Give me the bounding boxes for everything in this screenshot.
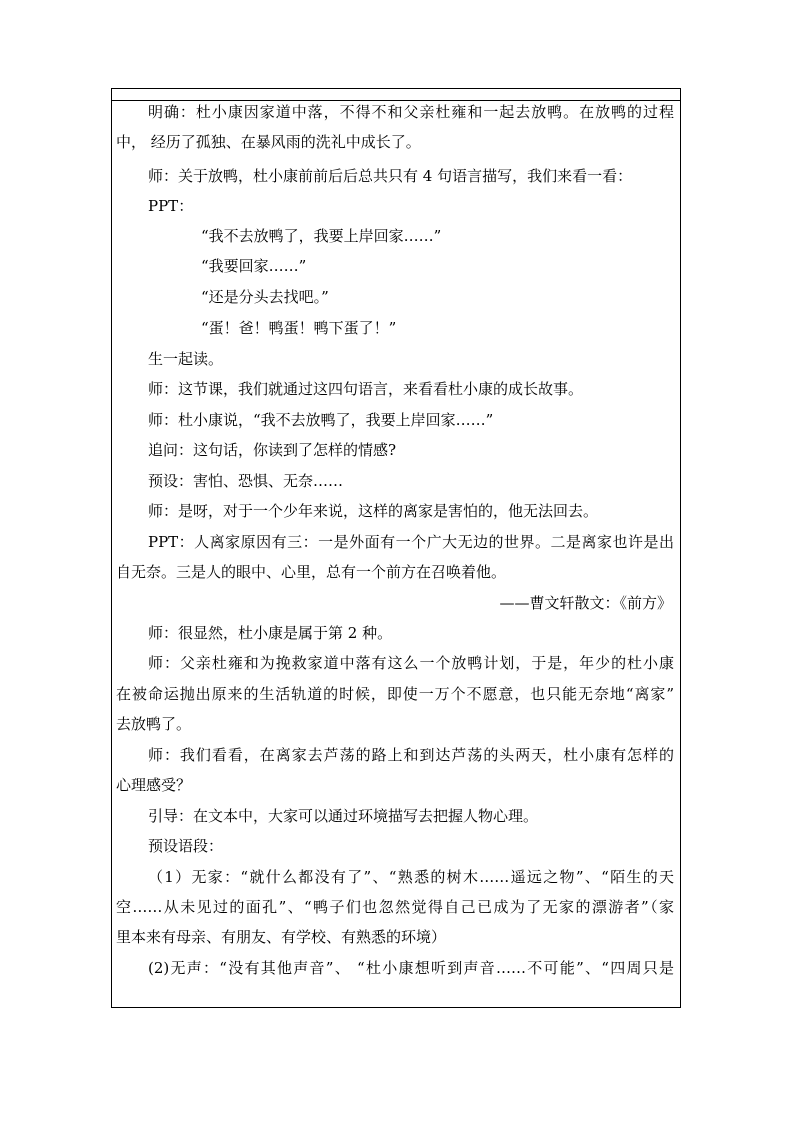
text-line: “蛋！爸！鸭蛋！鸭下蛋了！” — [201, 319, 397, 337]
text-line: 追问：这句话，你读到了怎样的情感? — [148, 441, 397, 459]
text-line: 中， 经历了孤独、在暴风雨的洗礼中成长了。 — [116, 133, 421, 151]
text-line: 师：我们看看，在离家去芦荡的路上和到达芦荡的头两天，杜小康有怎样的 — [148, 746, 674, 764]
text-line: 师：父亲杜雍和为挽救家道中落有这么一个放鸭计划，于是，年少的杜小康 — [148, 654, 674, 672]
text-line: 去放鸭了。 — [116, 715, 192, 733]
text-line: PPT： — [148, 197, 194, 215]
text-line: 师：这节课，我们就通过这四句语言，来看看杜小康的成长故事。 — [148, 380, 584, 398]
text-line: “我要回家……” — [201, 257, 307, 275]
text-line: 心理感受？ — [116, 776, 192, 794]
text-line: “还是分头去找吧。” — [201, 288, 329, 306]
text-line: 在被命运抛出原来的生活轨道的时候，即使一万个不愿意，也只能无奈地“离家” — [116, 685, 674, 703]
text-line: 师：很显然，杜小康是属于第 2 种。 — [148, 624, 393, 642]
text-line: 明确：杜小康因家道中落，不得不和父亲杜雍和一起去放鸭。在放鸭的过程 — [148, 103, 674, 121]
text-line: 生一起读。 — [148, 350, 224, 368]
text-line: 师：杜小康说，“我不去放鸭了，我要上岸回家……” — [148, 411, 494, 429]
text-line: 预设：害怕、恐惧、无奈…… — [148, 472, 344, 490]
text-line: (2)无声：“没有其他声音”、 “杜小康想听到声音……不可能”、“四周只是 — [148, 959, 674, 977]
document-frame — [111, 88, 681, 1008]
text-line: PPT：人离家原因有三：一是外面有一个广大无边的世界。二是离家也许是出 — [148, 533, 674, 551]
text-line: 师：是呀，对于一个少年来说，这样的离家是害怕的，他无法回去。 — [148, 502, 599, 520]
text-line: 预设语段： — [148, 837, 224, 855]
text-line: 空……从未见过的面孔”、“鸭子们也忽然觉得自己已成为了无家的漂游者”（家 — [116, 898, 674, 916]
text-line: 引导：在文本中，大家可以通过环境描写去把握人物心理。 — [148, 807, 539, 825]
text-line: ——曹文轩散文：《前方》 — [499, 594, 672, 612]
text-line: 里本来有母亲、有朋友、有学校、有熟悉的环境） — [116, 928, 447, 946]
text-line: 师：关于放鸭，杜小康前前后后总共只有 4 句语言描写，我们来看一看： — [148, 167, 633, 185]
text-line: “我不去放鸭了，我要上岸回家……” — [201, 227, 442, 245]
text-line: （1）无家：“就什么都没有了”、“熟悉的树木……遥远之物”、“陌生的天 — [148, 868, 674, 886]
text-line: 自无奈。三是人的眼中、心里，总有一个前方在召唤着他。 — [116, 563, 507, 581]
